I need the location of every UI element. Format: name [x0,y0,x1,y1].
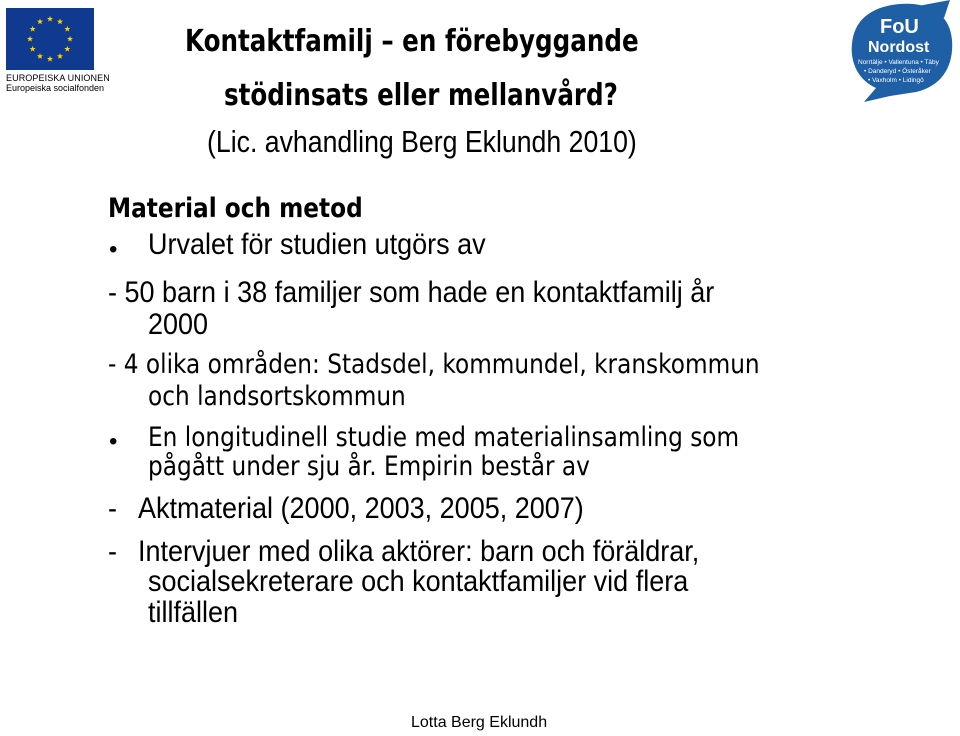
dash-1: - [108,492,117,525]
body-line-11: tillfällen [148,596,239,629]
body-line-1: Urvalet för studien utgörs av [148,228,486,261]
fou-municipalities-1: Norrtälje • Vallentuna • Täby [858,59,939,66]
fou-subtitle: Nordost [868,39,930,56]
fou-municipalities-3: • Vaxholm • Lidingö [868,77,924,84]
body-line-9: Intervjuer med olika aktörer: barn och föräldrar, [138,535,700,568]
body-line-3: 2000 [148,308,209,341]
eu-flag-icon [6,8,94,70]
eu-logo [6,8,110,93]
body-line-5: och landsortskommun [148,381,406,412]
slide-title-line-1: Kontaktfamilj – en förebyggande [185,24,639,59]
body-line-7: pågått under sju år. Empirin består av [148,451,590,482]
body-line-8: Aktmaterial (2000, 2003, 2005, 2007) [138,492,584,525]
slide-subtitle: (Lic. avhandling Berg Eklundh 2010) [207,124,637,159]
fou-nordost-logo [846,0,958,104]
section-heading: Material och metod [108,193,363,224]
footer-author: Lotta Berg Eklundh [411,714,548,731]
fou-municipalities-2: • Danderyd • Österåker [864,68,931,75]
fou-title: FoU [880,16,919,38]
eu-fund-label: Europeiska socialfonden [6,83,105,93]
eu-union-label: EUROPEISKA UNIONEN [6,73,110,83]
slide-title-line-2: stödinsats eller mellanvård? [224,78,618,113]
bullet-2: • [109,428,118,455]
dash-2: - [108,535,117,568]
body-line-4: - 4 olika områden: Stadsdel, kommundel, kranskommun [108,349,760,380]
bullet-1: • [109,236,118,263]
body-line-2: - 50 barn i 38 familjer som hade en kontaktfamilj år [108,276,715,309]
body-line-10: socialsekreterare och kontaktfamiljer vid flera [148,565,689,598]
body-line-6: En longitudinell studie med materialinsamling som [148,422,740,453]
